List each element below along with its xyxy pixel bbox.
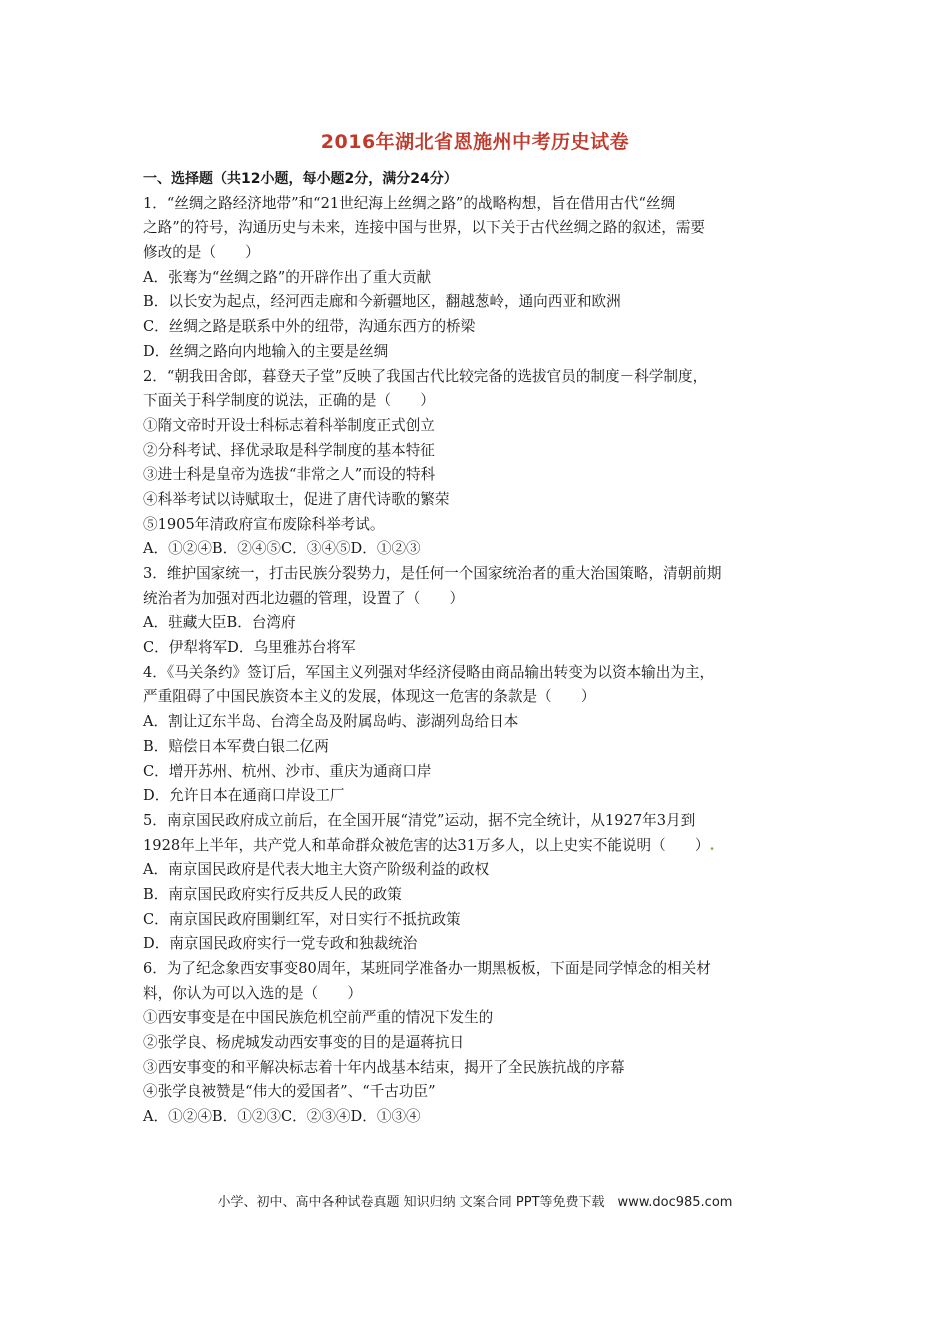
question-line: ②张学良、杨虎城发动西安事变的目的是逼蒋抗日 [143,1034,465,1052]
question-line: ③进士科是皇帝为选拔“非常之人”而设的特科 [143,466,436,484]
question-line: 1．“丝绸之路经济地带”和“21世纪海上丝绸之路”的战略构想，旨在借用古代“丝绸 [143,194,676,212]
question-line: A．驻藏大臣B．台湾府 [143,614,296,632]
question-line: 料，你认为可以入选的是（ ） [143,984,362,1002]
question-line: A．割让辽东半岛、台湾全岛及附属岛屿、澎湖列岛给日本 [143,713,519,731]
section-heading: 一、选择题（共12小题，每小题2分，满分24分） [143,171,458,187]
green-dot-mark: . [709,836,715,854]
question-line: B．赔偿日本军费白银二亿两 [143,737,329,755]
question-line: 1928年上半年，共产党人和革命群众被危害的达31万多人，以上史实不能说明（ ）. [143,836,715,854]
question-line: ②分科考试、择优录取是科学制度的基本特征 [143,441,435,459]
question-line: 6．为了纪念象西安事变80周年，某班同学准备办一期黑板板，下面是同学悼念的相关材 [143,960,711,977]
question-line: C．南京国民政府围剿红军，对日实行不抵抗政策 [143,910,461,928]
question-line: ③西安事变的和平解决标志着十年内战基本结束，揭开了全民族抗战的序幕 [143,1058,625,1076]
footer-text: 小学、初中、高中各种试卷真题 知识归纳 文案合同 PPT等免费下载 www.doc985.com [217,1195,733,1210]
question-line: A．张骞为“丝绸之路”的开辟作出了重大贡献 [143,268,432,286]
question-line: ④科举考试以诗赋取士，促进了唐代诗歌的繁荣 [143,490,450,508]
question-line: ⑤1905年清政府宣布废除科举考试。 [143,515,385,533]
question-line: ①隋文帝时开设士科标志着科举制度正式创立 [143,416,435,434]
question-line: 统治者为加强对西北边疆的管理，设置了（ ） [143,589,465,607]
question-lines [143,192,808,1130]
question-line: 严重阻碍了中国民族资本主义的发展，体现这一危害的条款是（ ） [143,688,596,706]
page-title: 2016年湖北省恩施州中考历史试卷 [320,131,630,153]
question-line: 3．维护国家统一，打击民族分裂势力，是任何一个国家统治者的重大治国策略，清朝前期 [143,565,722,582]
question-line: C．增开苏州、杭州、沙市、重庆为通商口岸 [143,762,432,780]
question-line: D．南京国民政府实行一党专政和独裁统治 [143,935,418,953]
exam-content [143,167,808,1130]
question-line: D．允许日本在通商口岸设工厂 [143,787,345,805]
question-line: ①西安事变是在中国民族危机空前严重的情况下发生的 [143,1009,494,1027]
question-line: A．①②④B．①②③C．②③④D．①③④ [143,1108,421,1126]
question-line: ④张学良被赞是“伟大的爱国者”、“千古功臣” [143,1083,436,1101]
question-line: D．丝绸之路向内地输入的主要是丝绸 [143,342,389,360]
question-line: C．丝绸之路是联系中外的纽带，沟通东西方的桥梁 [143,318,476,336]
question-line: A．①②④B．②④⑤C．③④⑤D．①②③ [143,540,421,558]
question-line: 2．“朝我田舍郎，暮登天子堂”反映了我国古代比较完备的选拔官员的制度－科学制度， [143,367,708,385]
question-line: 5．南京国民政府成立前后，在全国开展“清党”运动，据不完全统计，从1927年3月到 [143,811,696,829]
question-line: C．伊犁将军D．乌里雅苏台将军 [143,639,356,657]
question-line: B．以长安为起点，经河西走廊和今新疆地区，翻越葱岭，通向西亚和欧洲 [143,293,621,311]
question-line: 下面关于科学制度的说法，正确的是（ ） [143,392,435,410]
question-line: B．南京国民政府实行反共反人民的政策 [143,885,402,903]
question-line: 修改的是（ ） [143,244,260,262]
question-line: 4．《马关条约》签订后，军国主义列强对华经济侵略由商品输出转变为以资本输出为主， [143,663,715,681]
question-line: A．南京国民政府是代表大地主大资产阶级利益的政权 [143,861,490,879]
question-line: 之路”的符号，沟通历史与未来，连接中国与世界，以下关于古代丝绸之路的叙述，需要 [143,219,706,237]
